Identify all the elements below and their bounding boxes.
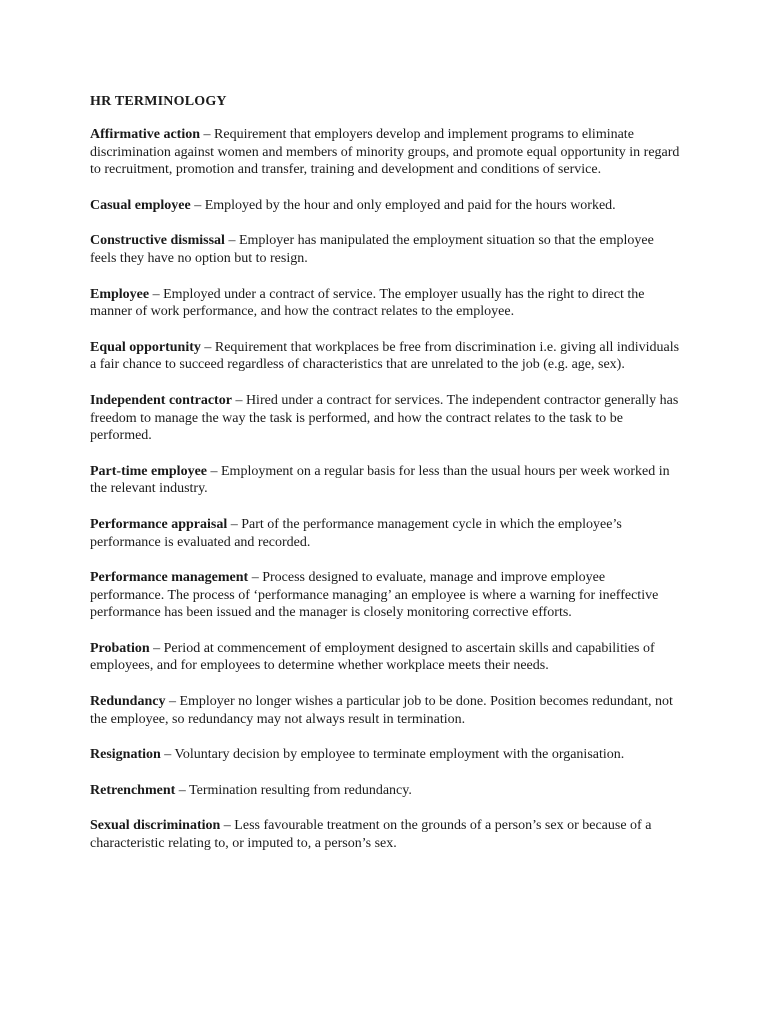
glossary-term: Probation xyxy=(90,640,150,656)
glossary-entry-independent-contractor xyxy=(90,392,682,445)
glossary-term: Performance appraisal xyxy=(90,516,228,532)
glossary-definition: – Process designed to evaluate, manage and improve employee performance. The process of ‘performance managing’ an employee is where a warning for ineffective performance has been issued and the manager is closely monitoring corrective efforts. xyxy=(90,570,659,621)
glossary-term: Resignation xyxy=(90,747,161,763)
glossary-term: Redundancy xyxy=(90,694,166,710)
glossary-term: Part-time employee xyxy=(90,463,207,479)
document-title: HR TERMINOLOGY xyxy=(90,94,227,109)
glossary-definition: – Requirement that workplaces be free from discrimination i.e. giving all individuals a fair chance to succeed regardless of characteristics that are unrelated to the job (e.g. age, sex). xyxy=(90,339,680,373)
document-page xyxy=(90,93,682,871)
glossary-definition: – Employed by the hour and only employed and paid for the hours worked. xyxy=(190,197,616,213)
glossary-term: Constructive dismissal xyxy=(90,233,225,249)
glossary-term: Independent contractor xyxy=(90,392,232,408)
glossary-term: Employee xyxy=(90,286,150,302)
glossary-term: Equal opportunity xyxy=(90,339,201,355)
glossary-term: Sexual discrimination xyxy=(90,818,221,834)
glossary-definition: – Employer no longer wishes a particular job to be done. Position becomes redundant, not the employee, so redundancy may not always result in termination. xyxy=(90,694,673,727)
glossary-entry-constructive-dismissal xyxy=(90,232,682,267)
glossary-term: Performance management xyxy=(90,570,249,586)
glossary-entry-part-time-employee xyxy=(90,463,682,498)
glossary-definition: – Employer has manipulated the employment situation so that the employee feels they have no option but to resign. xyxy=(90,233,654,266)
glossary-term: Retrenchment xyxy=(90,782,176,798)
glossary-definition: – Requirement that employers develop and implement programs to eliminate discrimination against women and members of minority groups, and promote equal opportunity in regard to recruitment, promotion and transfer, training and development and conditions of service. xyxy=(90,127,680,178)
glossary-term: Casual employee xyxy=(90,197,191,213)
glossary-entry-employee xyxy=(90,286,682,321)
glossary-term: Affirmative action xyxy=(90,127,201,142)
glossary-entry-retrenchment xyxy=(90,782,682,800)
glossary-definition: – Hired under a contract for services. The independent contractor generally has freedom to manage the way the task is performed, and how the contract relates to the task to be performed. xyxy=(90,392,679,444)
glossary-entry-casual-employee xyxy=(90,197,682,215)
glossary-entry-equal-opportunity xyxy=(90,339,682,374)
glossary-definition: – Part of the performance management cycle in which the employee’s performance is evaluated and recorded. xyxy=(90,516,622,550)
glossary-entry-resignation xyxy=(90,746,682,764)
glossary-definition: – Employment on a regular basis for less than the usual hours per week worked in the relevant industry. xyxy=(90,463,670,497)
glossary-entry-probation xyxy=(90,640,682,675)
glossary-definition: – Termination resulting from redundancy. xyxy=(175,782,412,798)
glossary-definition: – Employed under a contract of service. The employer usually has the right to direct the manner of work performance, and how the contract relates to the employee. xyxy=(90,286,645,320)
glossary-entry-performance-management xyxy=(90,569,682,622)
glossary-entry-affirmative-action xyxy=(90,126,682,179)
glossary-entry-performance-appraisal xyxy=(90,516,682,551)
glossary-definition: – Voluntary decision by employee to terminate employment with the organisation. xyxy=(160,747,625,763)
glossary-entry-sexual-discrimination xyxy=(90,817,682,852)
glossary-entry-redundancy xyxy=(90,693,682,728)
glossary-definition: – Less favourable treatment on the grounds of a person’s sex or because of a characteristic relating to, or imputed to, a person’s sex. xyxy=(90,818,652,852)
glossary-definition: – Period at commencement of employment designed to ascertain skills and capabilities of employees, and for employees to determine whether workplace meets their needs. xyxy=(90,640,655,674)
